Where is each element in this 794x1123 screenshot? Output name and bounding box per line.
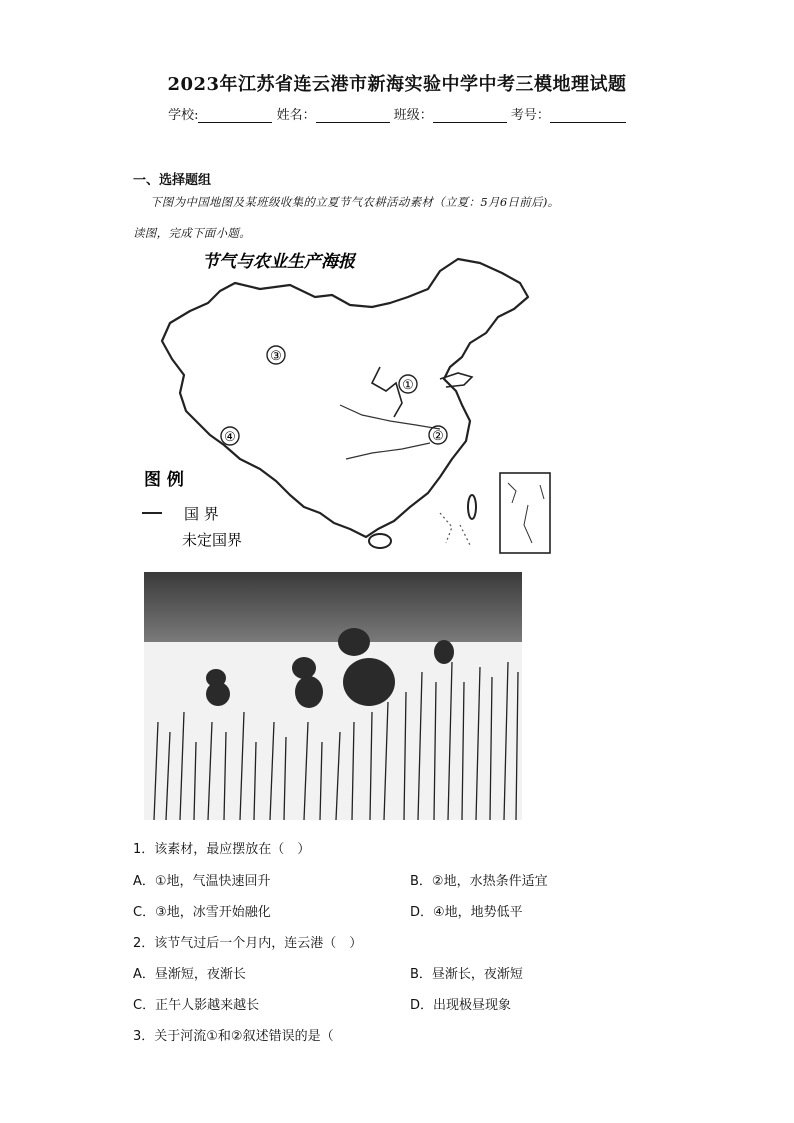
- intro-text-line-1: 下图为中国地图及某班级收集的立夏节气农耕活动素材（立夏：5月6日前后)。: [150, 195, 560, 209]
- photo-background-trees: [144, 572, 522, 642]
- question-2-option-b[interactable]: B．昼渐长，夜渐短: [410, 967, 523, 982]
- question-1-option-c[interactable]: C．③地，冰雪开始融化: [133, 905, 271, 920]
- marker-3: [267, 346, 285, 364]
- south-china-sea-inset: [500, 473, 550, 553]
- question-1-option-a[interactable]: A．①地，气温快速回升: [133, 874, 271, 889]
- student-info-line: [0, 104, 794, 123]
- map-title: 节气与农业生产海报: [202, 252, 355, 272]
- coast-noise: [440, 513, 470, 545]
- question-1-option-b[interactable]: B．②地，水热条件适宜: [410, 874, 548, 889]
- svg-text:①: ①: [402, 378, 414, 393]
- question-3-stem: 3．关于河流①和②叙述错误的是（: [133, 1029, 334, 1044]
- taiwan-island: [468, 495, 476, 519]
- river-line-2: [340, 405, 440, 429]
- svg-text:③: ③: [270, 349, 282, 364]
- legend-border-label: 国 界: [184, 505, 219, 523]
- class-label: 班级：: [393, 108, 433, 123]
- class-blank[interactable]: [433, 108, 507, 123]
- exam-no-label: 考号：: [510, 108, 550, 123]
- svg-text:②: ②: [432, 429, 444, 444]
- question-2-stem: 2．该节气过后一个月内，连云港（ ）: [133, 936, 363, 951]
- inset-islands: [508, 483, 544, 543]
- school-label: 学校:: [168, 108, 199, 123]
- marker-4: [221, 427, 239, 445]
- section-heading: 一、选择题组: [133, 173, 212, 188]
- question-1-option-d[interactable]: D．④地，地势低平: [410, 905, 523, 920]
- name-blank[interactable]: [316, 108, 390, 123]
- question-1-stem: 1．该素材，最应摆放在（ ）: [133, 842, 311, 857]
- exam-no-blank[interactable]: [550, 108, 626, 123]
- hainan-island: [369, 534, 391, 548]
- marker-2: [429, 426, 447, 444]
- page-title: 2023年江苏省连云港市新海实验中学中考三模地理试题: [167, 74, 627, 95]
- china-map-figure: [140, 245, 560, 557]
- farming-photo: [144, 572, 522, 820]
- question-2-option-a[interactable]: A．昼渐短，夜渐长: [133, 967, 246, 982]
- question-2-option-d[interactable]: D．出现极昼现象: [410, 998, 512, 1013]
- svg-text:④: ④: [224, 430, 236, 445]
- question-2-option-c[interactable]: C．正午人影越来越长: [133, 998, 260, 1013]
- river-line-1: [372, 367, 402, 417]
- legend-title: 图 例: [144, 470, 184, 490]
- intro-text-line-2: 读图，完成下面小题。: [133, 226, 251, 240]
- school-blank[interactable]: [198, 108, 272, 123]
- legend-undefined-label: 未定国界: [182, 531, 243, 549]
- name-label: 姓名：: [276, 108, 316, 123]
- river-line-3: [346, 443, 430, 459]
- marker-1: [399, 375, 417, 393]
- photo-field: [144, 642, 522, 820]
